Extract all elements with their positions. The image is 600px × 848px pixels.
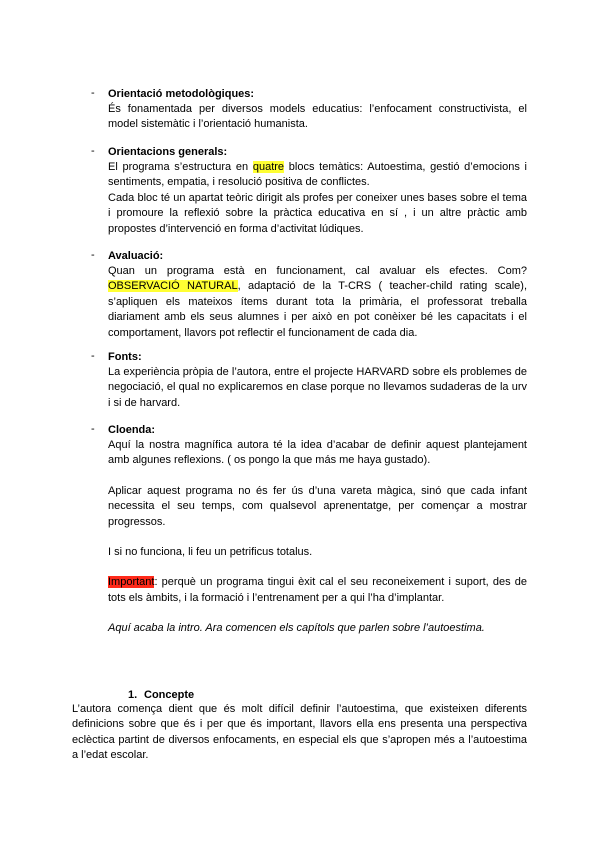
paragraph: [108, 160, 527, 191]
bullet-dash: -: [91, 145, 95, 157]
paragraph: Aquí la nostra magnífica autora té la idea d’acabar de definir aquest plantejament amb algunes reflexions. ( os pongo la que más me haya gustado).: [108, 439, 527, 467]
paragraph: Cada bloc té un apartat teòric dirigit als profes per coneixer unes bases sobre el tema i promoure la reflexió sobre la pràctica educativa en sí , i un altre pràctic amb propostes d’intervenció en forma d’activitat lúdiques.: [108, 191, 527, 235]
section-heading: Avaluació:: [108, 250, 164, 262]
section-body: [108, 160, 527, 237]
section-heading: Orientacions generals:: [108, 146, 228, 158]
section-heading: Orientació metodològiques:: [108, 88, 255, 100]
highlighted-text: OBSERVACIÓ NATURAL: [108, 280, 238, 293]
section-body: [108, 102, 527, 133]
heading-number: 1.: [128, 689, 138, 701]
text-run: : perquè un programa tingui èxit cal el seu reconeixement i suport, des de tots els àmbits, i la formació i l’entrenament per a qui l’ha d’implantar.: [108, 576, 527, 604]
highlighted-text: quatre: [252, 161, 285, 173]
concept-heading: [128, 688, 194, 703]
text-run: El programa s’estructura en: [108, 161, 253, 173]
section-heading: Cloenda:: [108, 424, 156, 436]
text-run: blocs temàtics: Autoestima, gestió d’emocions i sentiments, empatia, i resolució positiva de conflictes.: [108, 161, 527, 189]
section-body: [108, 365, 527, 411]
paragraph: La experiència pròpia de l’autora, entre el projecte HARVARD sobre els problemes de negociació, el qual no explicaremos en clase porque no llevamos sudaderas de la urv i si de harvard.: [108, 366, 527, 409]
highlighted-text: Important: [108, 576, 155, 589]
bullet-dash: -: [91, 423, 95, 435]
paragraph: I si no funciona, li feu un petrificus totalus.: [108, 546, 313, 559]
text-run: , adaptació de la T-CRS ( teacher-child rating scale), s’apliquen els mateixos ítems durant tota la primària, el professorat treballa diariament amb els seus alumnes i per això en pot conèixer bé les capacitats i el comportament, llavors pot reflectir el funcionament de cada dia.: [108, 280, 527, 339]
section-body: [108, 438, 527, 637]
concept-body: L’autora comença dient que és molt difícil definir l’autoestima, que existeixen diferents definicions sobre que és i per que és important, llavors ella ens presenta una perspectiva eclèctica partint de diversos enfocaments, en especial els que s’apropen més a l’autoestima a l’edat escolar.: [72, 703, 527, 762]
paragraph: Aplicar aquest programa no és fer ús d’una vareta màgica, sinó que cada infant necessita el seu temps, com qualsevol aprenentatge, per començar a mostrar progressos.: [108, 484, 527, 528]
heading-text: Concepte: [144, 689, 195, 701]
paragraph: És fonamentada per diversos models educatius: l’enfocament constructivista, el model sistemàtic i l’orientació humanista.: [108, 103, 527, 131]
bullet-dash: -: [91, 249, 95, 261]
paragraph: Aquí acaba la intro. Ara comencen els capítols que parlen sobre l’autoestima.: [108, 622, 485, 635]
text-run: Quan un programa està en funcionament, cal avaluar els efectes. Com?: [108, 265, 527, 277]
bullet-dash: -: [91, 350, 95, 362]
section-heading: Fonts:: [108, 351, 142, 363]
paragraph: [108, 575, 527, 606]
bullet-dash: -: [91, 87, 95, 99]
paragraph: [108, 264, 527, 341]
section-body: [108, 264, 527, 341]
